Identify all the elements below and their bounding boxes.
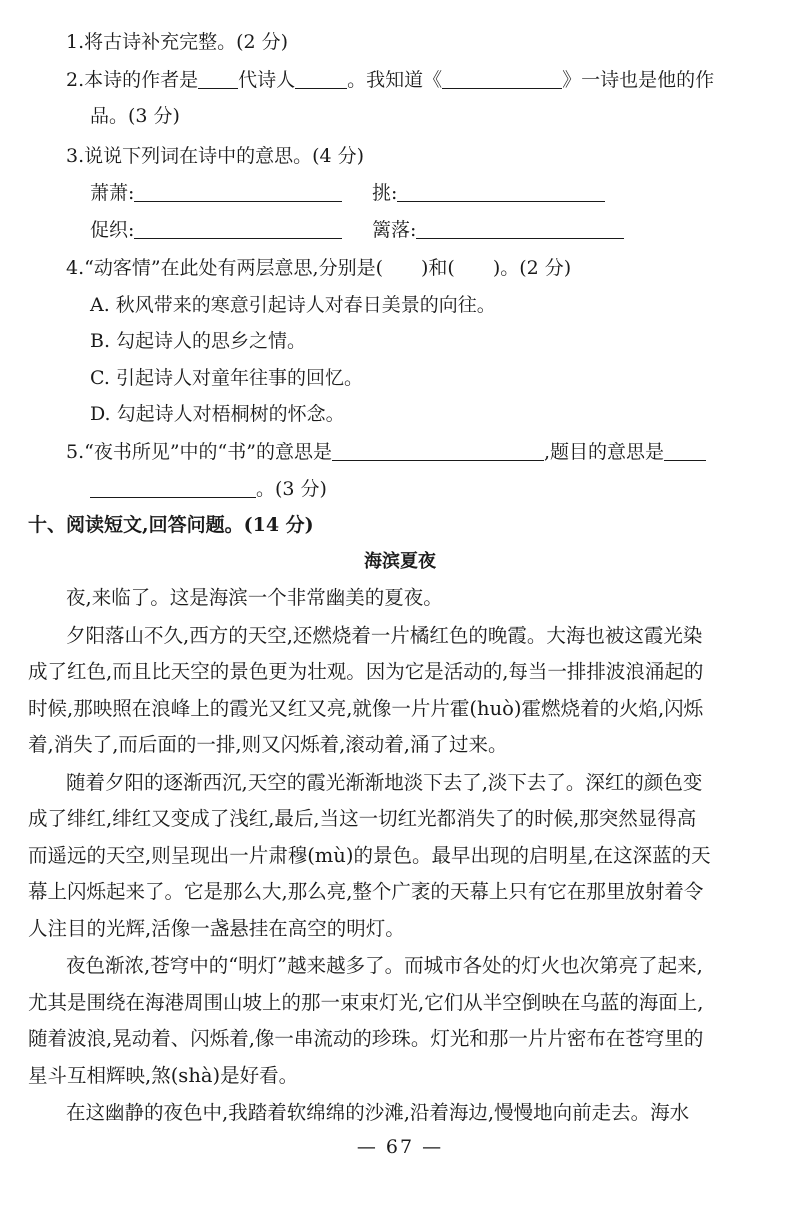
paragraph-1: 夜,来临了。这是海滨一个非常幽美的夏夜。 <box>66 586 443 609</box>
question-2-text-c: 。我知道《 <box>347 69 443 91</box>
question-2-text-b: 代诗人 <box>238 69 296 91</box>
paragraph-4-line-3: 随着波浪,晃动着、闪烁着,像一串流动的珍珠。灯光和那一片片密布在苍穹里的 <box>28 1027 704 1050</box>
question-5-text-b: ,题目的意思是 <box>543 441 665 463</box>
question-3-row-1b <box>372 181 605 205</box>
paragraph-2-line-1: 夕阳落山不久,西方的天空,还燃烧着一片橘红色的晚霞。大海也被这霞光染 <box>66 624 703 647</box>
option-a: A. 秋风带来的寒意引起诗人对春日美景的向往。 <box>90 294 496 316</box>
paragraph-4-line-1: 夜色渐浓,苍穹中的“明灯”越来越多了。而城市各处的灯火也次第亮了起来, <box>66 954 703 977</box>
option-d: D. 勾起诗人对梧桐树的怀念。 <box>90 403 345 425</box>
question-4: 4.“动客情”在此处有两层意思,分别是( )和( )。(2 分) <box>66 257 572 279</box>
question-2-text-d: 》一诗也是他的作 <box>562 69 715 91</box>
word-xiaoxiao-label: 萧萧: <box>90 182 135 204</box>
paragraph-2-line-4: 着,消失了,而后面的一排,则又闪烁着,滚动着,涌了过来。 <box>28 733 508 756</box>
answer-blank-cuzhi[interactable] <box>134 220 342 239</box>
answer-blank-dynasty[interactable] <box>198 70 238 89</box>
word-cuzhi-label: 促织: <box>90 219 135 241</box>
question-3: 3.说说下列词在诗中的意思。(4 分) <box>66 145 365 167</box>
question-1: 1.将古诗补充完整。(2 分) <box>66 31 289 53</box>
word-liluo-label: 篱落: <box>372 219 417 241</box>
passage-title: 海滨夏夜 <box>364 551 436 572</box>
answer-blank-tiao[interactable] <box>397 183 605 202</box>
answer-blank-title-meaning[interactable] <box>664 442 706 461</box>
question-5-text-c: 。(3 分) <box>256 478 327 500</box>
paragraph-4-line-4: 星斗互相辉映,煞(shà)是好看。 <box>28 1064 299 1087</box>
section-heading: 十、阅读短文,回答问题。(14 分) <box>28 514 314 536</box>
answer-blank-title-meaning-cont[interactable] <box>90 479 256 498</box>
question-2-continued: 品。(3 分) <box>90 105 180 127</box>
question-2 <box>66 68 714 92</box>
option-b: B. 勾起诗人的思乡之情。 <box>90 330 307 352</box>
paragraph-3-line-1: 随着夕阳的逐渐西沉,天空的霞光渐渐地淡下去了,淡下去了。深红的颜色变 <box>66 771 703 794</box>
paragraph-3-line-5: 人注目的光辉,活像一盏悬挂在高空的明灯。 <box>28 917 405 940</box>
question-2-text-a: 2.本诗的作者是 <box>66 69 199 91</box>
answer-blank-liluo[interactable] <box>416 220 624 239</box>
paragraph-2-line-3: 时候,那映照在浪峰上的霞光又红又亮,就像一片片霍(huò)霍燃烧着的火焰,闪烁 <box>28 697 704 720</box>
page-number: — 67 — <box>356 1136 444 1158</box>
answer-blank-poet[interactable] <box>295 70 347 89</box>
question-5-text-a: 5.“夜书所见”中的“书”的意思是 <box>66 441 332 463</box>
option-c: C. 引起诗人对童年往事的回忆。 <box>90 367 363 389</box>
answer-blank-poem[interactable] <box>442 70 562 89</box>
paragraph-4-line-2: 尤其是围绕在海港周围山坡上的那一束束灯光,它们从半空倒映在乌蓝的海面上, <box>28 991 704 1014</box>
answer-blank-xiaoxiao[interactable] <box>134 183 342 202</box>
paragraph-5-line-1: 在这幽静的夜色中,我踏着软绵绵的沙滩,沿着海边,慢慢地向前走去。海水 <box>66 1101 690 1124</box>
answer-blank-shu[interactable] <box>332 442 544 461</box>
paragraph-3-line-2: 成了绯红,绯红又变成了浅红,最后,当这一切红光都消失了的时候,那突然显得高 <box>28 807 697 830</box>
word-tiao-label: 挑: <box>372 182 398 204</box>
question-3-row-2 <box>90 218 342 242</box>
paragraph-2-line-2: 成了红色,而且比天空的景色更为壮观。因为它是活动的,每当一排排波浪涌起的 <box>28 660 704 683</box>
paragraph-3-line-3: 而遥远的天空,则呈现出一片肃穆(mù)的景色。最早出现的启明星,在这深蓝的天 <box>28 844 711 867</box>
question-3-row-2b <box>372 218 624 242</box>
question-5 <box>66 440 706 464</box>
question-5-continued <box>90 477 327 501</box>
question-3-row-1 <box>90 181 342 205</box>
paragraph-3-line-4: 幕上闪烁起来了。它是那么大,那么亮,整个广袤的天幕上只有它在那里放射着令 <box>28 880 704 903</box>
